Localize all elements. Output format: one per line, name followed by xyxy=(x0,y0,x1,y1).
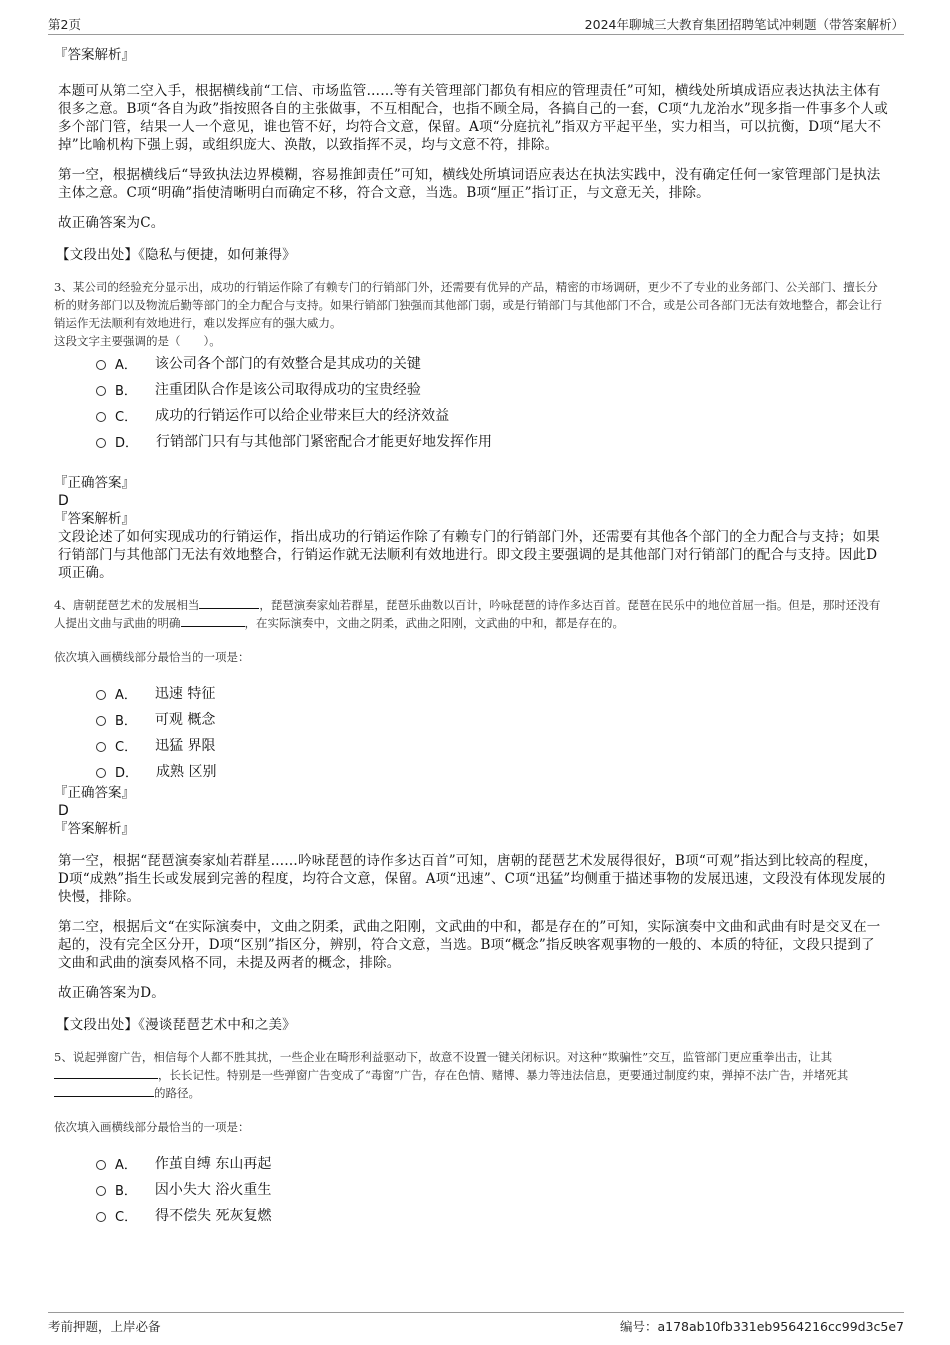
fill-blank xyxy=(181,614,245,627)
question-text-part: ，在实际演奏中，文曲之阴柔，武曲之阳刚，文武曲的中和，都是存在的。 xyxy=(244,616,624,630)
option-a[interactable] xyxy=(96,680,888,706)
fill-blank xyxy=(54,1084,154,1097)
question-3-text: 3、某公司的经验充分显示出，成功的行销运作除了有赖专门的行销部门外，还需要有优异的产品，精密的市场调研，更少不了专业的业务部门、公关部门、擅长分析的财务部门以及物流后勤等部门的全力配合与支持。如果行销部门独强而其他部门弱，或是行销部门与其他部门不合，或是公司各部门无法有效地整合，都会让行销运作无法顺利有效地进行，难以发挥应有的强大威力。 xyxy=(54,280,882,330)
option-letter: D． xyxy=(115,765,139,781)
radio-button-icon[interactable] xyxy=(96,742,106,752)
option-b[interactable] xyxy=(96,706,888,732)
option-d[interactable] xyxy=(96,428,888,454)
conclusion: 故正确答案为C。 xyxy=(58,215,165,231)
option-a[interactable] xyxy=(96,350,888,376)
question-5-text xyxy=(54,1048,888,1102)
option-letter: A． xyxy=(115,687,137,703)
question-3-prompt: 这段文字主要强调的是（ ）。 xyxy=(54,334,221,348)
analysis-label: 『答案解析』 xyxy=(54,511,135,527)
correct-answer-label: 『正确答案』 xyxy=(54,785,135,801)
question-4-prompt: 依次填入画横线部分最恰当的一项是： xyxy=(54,650,250,664)
radio-button-icon[interactable] xyxy=(96,386,106,396)
option-letter: C． xyxy=(115,1209,138,1225)
option-text: 作茧自缚 东山再起 xyxy=(154,1156,272,1172)
fill-blank xyxy=(199,596,259,609)
option-b[interactable] xyxy=(96,376,888,402)
question-4-options xyxy=(96,680,888,784)
option-text: 成熟 区别 xyxy=(156,764,217,780)
footer-slogan: 考前押题，上岸必备 xyxy=(48,1319,161,1334)
radio-button-icon[interactable] xyxy=(96,1160,106,1170)
option-text: 行销部门只有与其他部门紧密配合才能更好地发挥作用 xyxy=(156,434,493,450)
analysis-paragraph: 文段论述了如何实现成功的行销运作，指出成功的行销运作除了有赖专门的行销部门外，还需要有其他各个部门的全力配合与支持；如果行销部门与其他部门无法有效地整合，行销运作就无法顺利有效地进行。即文段主要强调的是其他部门对行销部门的配合与支持。因此D项正确。 xyxy=(58,529,880,581)
option-letter: C． xyxy=(115,739,138,755)
option-text: 该公司各个部门的有效整合是其成功的关键 xyxy=(154,356,421,372)
option-c[interactable] xyxy=(96,402,888,428)
radio-button-icon[interactable] xyxy=(96,690,106,700)
analysis-paragraph: 本题可从第二空入手，根据横线前“工信、市场监管……等有关管理部门都负有相应的管理责任”可知，横线处所填成语应表达执法主体有很多之意。B项“各自为政”指按照各自的主张做事，不互相配合，也指不顾全局，各搞自己的一套，C项“九龙治水”现多指一件事多个人或多个部门管，结果一人一个意见，谁也管不好，均符合文意，保留。A项“分庭抗礼”指双方平起平坐，实力相当，可以抗衡，D项“尾大不掉”比喻机构下强上弱，或组织庞大、涣散，以致指挥不灵，均与文意不符，排除。 xyxy=(58,83,888,153)
option-letter: B． xyxy=(115,713,137,729)
analysis-paragraph: 第一空，根据“琵琶演奏家灿若群星……吟咏琵琶的诗作多达百首”可知，唐朝的琵琶艺术发展得很好，B项“可观”指达到比较高的程度，D项“成熟”指生长或发展到完善的程度，均符合文意，保留。A项“迅速”、C项“迅猛”均侧重于描述事物的发展迅速，文段没有体现发展的快慢，排除。 xyxy=(58,853,886,905)
page-number: 第2页 xyxy=(48,17,81,32)
option-text: 因小失大 浴火重生 xyxy=(154,1182,272,1198)
question-3-options xyxy=(96,350,888,454)
document-serial: 编号：a178ab10fb331eb9564216cc99d3c5e7 xyxy=(619,1319,904,1334)
analysis-paragraph: 第二空，根据后文“在实际演奏中，文曲之阴柔，武曲之阳刚，文武曲的中和，都是存在的”可知，实际演奏中文曲和武曲有时是交叉在一起的，没有完全区分开，D项“区别”指区分，辨别，符合文意，当选。B项“概念”指反映客观事物的一般的、本质的特征，文段只提到了文曲和武曲的演奏风格不同，未提及两者的概念，排除。 xyxy=(58,919,881,971)
analysis-label: 『答案解析』 xyxy=(54,47,135,63)
fill-blank xyxy=(54,1066,158,1079)
option-text: 成功的行销运作可以给企业带来巨大的经济效益 xyxy=(155,408,450,424)
option-text: 得不偿失 死灰复燃 xyxy=(155,1208,272,1224)
option-text: 迅速 特征 xyxy=(154,686,216,702)
question-text-part: 4、唐朝琵琶艺术的发展相当 xyxy=(54,598,200,612)
radio-button-icon[interactable] xyxy=(96,438,106,448)
option-b[interactable] xyxy=(96,1176,888,1202)
question-4-text xyxy=(54,596,888,632)
option-letter: A． xyxy=(115,357,137,373)
correct-answer-label: 『正确答案』 xyxy=(54,475,135,491)
radio-button-icon[interactable] xyxy=(96,768,106,778)
radio-button-icon[interactable] xyxy=(96,1212,106,1222)
source-citation: 【文段出处】《漫谈琵琶艺术中和之美》 xyxy=(56,1017,296,1033)
option-text: 可观 概念 xyxy=(154,712,216,728)
conclusion: 故正确答案为D。 xyxy=(58,985,165,1001)
document-title: 2024年聊城三大教育集团招聘笔试冲刺题（带答案解析） xyxy=(584,17,904,32)
question-text-part: 的路径。 xyxy=(154,1086,200,1100)
option-c[interactable] xyxy=(96,1202,888,1228)
option-letter: B． xyxy=(115,383,137,399)
correct-answer: D xyxy=(58,493,69,509)
page-footer xyxy=(48,1312,904,1335)
option-c[interactable] xyxy=(96,732,888,758)
radio-button-icon[interactable] xyxy=(96,1186,106,1196)
question-text-part: ，长长记性。特别是一些弹窗广告变成了“毒窗”广告，存在色情、赌博、暴力等违法信息，更要通过制度约束，弹掉不法广告，并堵死其 xyxy=(158,1068,849,1082)
option-text: 迅猛 界限 xyxy=(155,738,216,754)
option-letter: D． xyxy=(115,435,139,451)
radio-button-icon[interactable] xyxy=(96,360,106,370)
correct-answer: D xyxy=(58,803,69,819)
question-text-part: 5、说起弹窗广告，相信每个人都不胜其扰，一些企业在畸形利益驱动下，故意不设置一键关闭标识。对这种“欺骗性”交互，监管部门更应重拳出击，让其 xyxy=(54,1050,833,1064)
option-letter: A． xyxy=(115,1157,137,1173)
question-text-part: ，琵琶演奏家灿若群星，琵琶乐曲数以百计，吟咏琵琶的诗作多达百首。琵琶在民乐中的地位首屈一指。但是，那时还没有人提出文曲与武曲的明确 xyxy=(54,598,881,630)
analysis-paragraph: 第一空，根据横线后“导致执法边界模糊，容易推卸责任”可知，横线处所填词语应表达在执法实践中，没有确定任何一家管理部门是执法主体之意。C项“明确”指使清晰明白而确定不移，符合文意，当选。B项“厘正”指订正，与文意无关，排除。 xyxy=(58,167,881,201)
option-letter: B． xyxy=(115,1183,137,1199)
option-a[interactable] xyxy=(96,1150,888,1176)
option-letter: C． xyxy=(115,409,138,425)
radio-button-icon[interactable] xyxy=(96,716,106,726)
analysis-label: 『答案解析』 xyxy=(54,821,135,837)
page-header xyxy=(48,12,904,35)
question-5-prompt: 依次填入画横线部分最恰当的一项是： xyxy=(54,1120,250,1134)
option-text: 注重团队合作是该公司取得成功的宝贵经验 xyxy=(154,382,421,398)
option-d[interactable] xyxy=(96,758,888,784)
question-5-options xyxy=(96,1150,888,1228)
source-citation: 【文段出处】《隐私与便捷，如何兼得》 xyxy=(56,247,296,263)
radio-button-icon[interactable] xyxy=(96,412,106,422)
page-content xyxy=(54,46,888,1228)
